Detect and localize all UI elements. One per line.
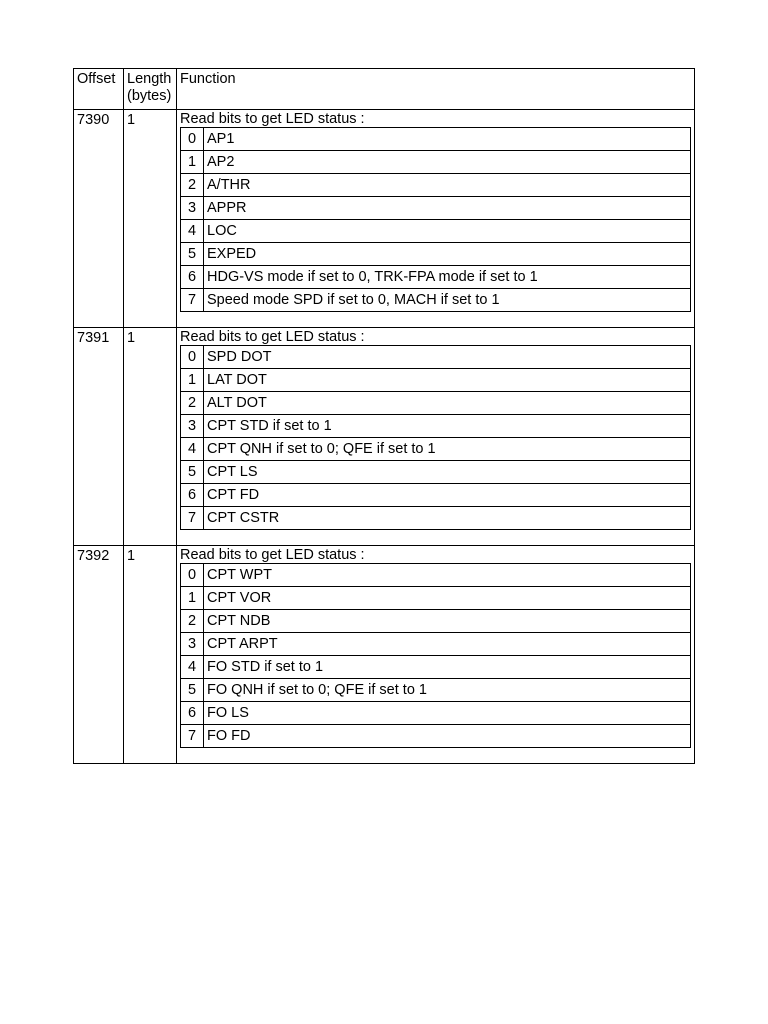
bit-row: [181, 151, 691, 174]
bit-row: [181, 243, 691, 266]
bit-row: [181, 507, 691, 530]
table-header-row: [74, 69, 695, 110]
bit-label: LAT DOT: [204, 369, 691, 392]
bit-number: 5: [181, 461, 204, 484]
function-description: Read bits to get LED status :: [180, 111, 365, 127]
header-length-line2: (bytes): [127, 88, 172, 104]
bit-row: [181, 702, 691, 725]
bit-number: 3: [181, 633, 204, 656]
bit-label: ALT DOT: [204, 392, 691, 415]
bit-label: A/THR: [204, 174, 691, 197]
header-offset: Offset: [74, 69, 124, 110]
bit-label: FO FD: [204, 725, 691, 748]
function-description: Read bits to get LED status :: [180, 547, 365, 563]
bit-number: 3: [181, 415, 204, 438]
bit-label: Speed mode SPD if set to 0, MACH if set to 1: [204, 289, 691, 312]
function-cell: [177, 110, 695, 328]
table-row: [74, 110, 695, 328]
bit-label: FO STD if set to 1: [204, 656, 691, 679]
bit-number: 6: [181, 484, 204, 507]
bit-number: 0: [181, 128, 204, 151]
function-cell: [177, 328, 695, 546]
bit-label: FO LS: [204, 702, 691, 725]
bit-row: [181, 174, 691, 197]
bit-table: [180, 345, 691, 530]
bit-row: [181, 197, 691, 220]
bit-number: 0: [181, 346, 204, 369]
length-cell: 1: [124, 546, 177, 764]
bit-number: 4: [181, 656, 204, 679]
function-cell: [177, 546, 695, 764]
bit-number: 6: [181, 702, 204, 725]
table-row: [74, 328, 695, 546]
bit-number: 2: [181, 392, 204, 415]
bit-number: 1: [181, 369, 204, 392]
bit-row: [181, 369, 691, 392]
bit-number: 6: [181, 266, 204, 289]
bit-row: [181, 128, 691, 151]
bit-label: AP1: [204, 128, 691, 151]
bit-label: CPT STD if set to 1: [204, 415, 691, 438]
bit-row: [181, 725, 691, 748]
header-function: Function: [177, 69, 695, 110]
bit-row: [181, 415, 691, 438]
bit-number: 0: [181, 564, 204, 587]
bit-number: 1: [181, 151, 204, 174]
offset-cell: 7390: [74, 110, 124, 328]
bit-row: [181, 484, 691, 507]
offset-function-table: [73, 68, 695, 764]
table-row: [74, 546, 695, 764]
bit-row: [181, 289, 691, 312]
bit-row: [181, 610, 691, 633]
length-cell: 1: [124, 328, 177, 546]
bit-label: FO QNH if set to 0; QFE if set to 1: [204, 679, 691, 702]
bit-label: EXPED: [204, 243, 691, 266]
bit-row: [181, 461, 691, 484]
bit-number: 5: [181, 243, 204, 266]
bit-number: 3: [181, 197, 204, 220]
bit-number: 2: [181, 174, 204, 197]
bit-number: 4: [181, 438, 204, 461]
bit-row: [181, 587, 691, 610]
bit-number: 1: [181, 587, 204, 610]
bit-table: [180, 563, 691, 748]
bit-number: 5: [181, 679, 204, 702]
bit-row: [181, 346, 691, 369]
bit-row: [181, 633, 691, 656]
bit-label: CPT ARPT: [204, 633, 691, 656]
bit-row: [181, 266, 691, 289]
bit-label: LOC: [204, 220, 691, 243]
bit-number: 7: [181, 725, 204, 748]
bit-row: [181, 656, 691, 679]
bit-label: CPT LS: [204, 461, 691, 484]
length-cell: 1: [124, 110, 177, 328]
bit-label: SPD DOT: [204, 346, 691, 369]
offset-cell: 7391: [74, 328, 124, 546]
bit-label: CPT FD: [204, 484, 691, 507]
bit-number: 2: [181, 610, 204, 633]
bit-label: HDG-VS mode if set to 0, TRK-FPA mode if set to 1: [204, 266, 691, 289]
bit-label: APPR: [204, 197, 691, 220]
bit-label: CPT QNH if set to 0; QFE if set to 1: [204, 438, 691, 461]
bit-number: 7: [181, 289, 204, 312]
bit-table: [180, 127, 691, 312]
header-length: [124, 69, 177, 110]
offset-cell: 7392: [74, 546, 124, 764]
bit-row: [181, 392, 691, 415]
bit-label: AP2: [204, 151, 691, 174]
bit-row: [181, 220, 691, 243]
bit-number: 4: [181, 220, 204, 243]
function-description: Read bits to get LED status :: [180, 329, 365, 345]
bit-number: 7: [181, 507, 204, 530]
bit-label: CPT WPT: [204, 564, 691, 587]
bit-row: [181, 438, 691, 461]
bit-label: CPT VOR: [204, 587, 691, 610]
bit-label: CPT NDB: [204, 610, 691, 633]
bit-row: [181, 679, 691, 702]
header-length-line1: Length: [127, 71, 172, 87]
bit-row: [181, 564, 691, 587]
bit-label: CPT CSTR: [204, 507, 691, 530]
